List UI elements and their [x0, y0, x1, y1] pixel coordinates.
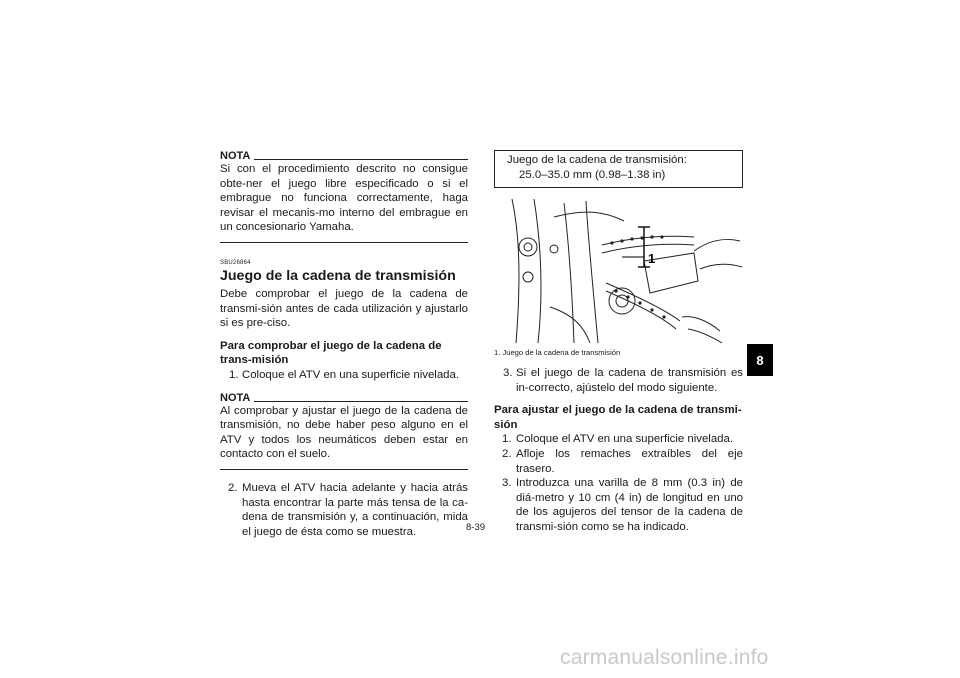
nota-text: Si con el procedimiento descrito no consigue obte-ner el juego libre especificado o si el embrague no funciona correctamente, haga revisar el mecanis-mo interno del embrague en un concesionario Yamaha. [220, 163, 468, 234]
left-column [220, 150, 468, 539]
step-number: 1. [502, 433, 512, 446]
spec-value: 25.0–35.0 mm (0.98–1.38 in) [519, 168, 666, 181]
adjust-heading: Para ajustar el juego de la cadena de transmi-sión [494, 404, 742, 431]
step-text: Afloje los remaches extraíbles del eje trasero. [516, 447, 743, 475]
figure-caption: 1. Juego de la cadena de transmisión [494, 348, 621, 357]
chapter-tab: 8 [747, 344, 773, 376]
nota-end-rule [220, 469, 468, 470]
step-text: Coloque el ATV en una superficie nivelada. [516, 433, 733, 446]
list-item [494, 447, 743, 476]
chain-illustration [494, 197, 743, 345]
nota-rule [254, 401, 468, 402]
nota-label: NOTA [220, 150, 251, 162]
nota-header [220, 392, 468, 404]
spec-label: Juego de la cadena de transmisión: [507, 154, 687, 166]
nota-label: NOTA [220, 391, 251, 404]
step-text: Si el juego de la cadena de transmisión es in-correcto, ajústelo del modo siguiente. [516, 367, 743, 394]
step-number: 2. [228, 481, 238, 494]
check-heading: Para comprobar el juego de la cadena de trans-misión [220, 339, 442, 367]
page-number: 8-39 [466, 522, 486, 533]
list-item [494, 432, 743, 447]
step-text: Mueva el ATV hacia adelante y hacia atrás hasta encontrar la parte más tensa de la ca-dena de transmisión y, a continuación, mida el juego de ésta como se muestra. [242, 481, 468, 538]
spec-box [494, 150, 743, 188]
nota-header [220, 150, 468, 162]
step-text: Introduzca una varilla de 8 mm (0.3 in) de diá-metro y 10 cm (4 in) de longitud en uno de los agujeros del tensor de la cadena de transmi-sión como se ha indicado. [516, 477, 743, 533]
right-column [494, 150, 743, 535]
list-item [494, 476, 743, 534]
chain-figure [494, 197, 743, 345]
list-item [220, 481, 468, 539]
list-item [494, 366, 743, 395]
step-number: 3. [502, 477, 512, 490]
step-number: 3. [503, 367, 513, 379]
nota-rule [254, 159, 468, 160]
section-intro: Debe comprobar el juego de la cadena de transmi-sión antes de cada utilización y ajustarlo si es pre-ciso. [220, 287, 468, 330]
figure-callout: 1 [648, 251, 656, 266]
section-code: SBU26864 [220, 259, 251, 266]
step-number: 1. [229, 368, 239, 381]
watermark: carmanualsonline.info [560, 646, 769, 669]
step-text: Coloque el ATV en una superficie nivelada. [242, 368, 459, 381]
list-item [220, 368, 468, 383]
nota-text: Al comprobar y ajustar el juego de la cadena de transmisión, no debe haber peso alguno en el ATV y todos los neumáticos deben estar en contacto con el suelo. [220, 404, 468, 461]
step-number: 2. [502, 447, 512, 460]
section-title: Juego de la cadena de transmisión [220, 267, 456, 284]
nota-end-rule [220, 242, 468, 243]
